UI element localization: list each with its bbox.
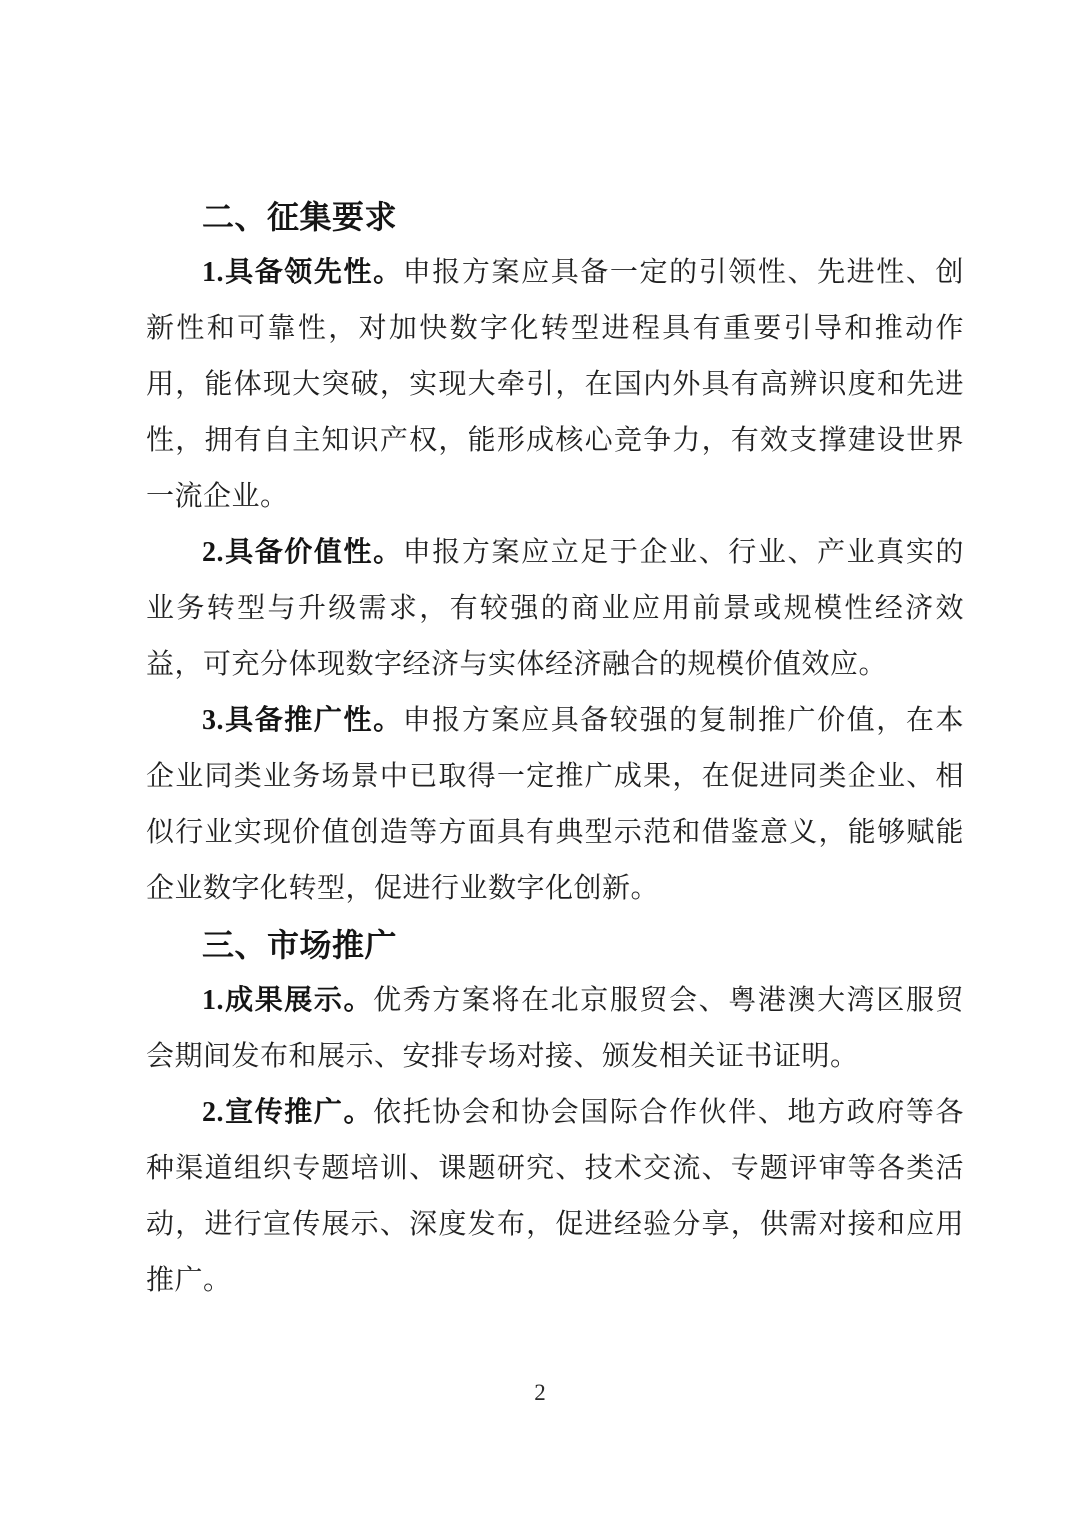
para-publicity xyxy=(146,1085,964,1309)
para-leading xyxy=(146,245,964,525)
para-achievement-display xyxy=(146,973,964,1085)
page-number: 2 xyxy=(534,1380,546,1405)
page-content xyxy=(146,189,964,1309)
para-value-text: 申报方案应立足于企业、行业、产业真实的业务转型与升级需求，有较强的商业应用前景或规模性经济效益，可充分体现数字经济与实体经济融合的规模价值效应。 xyxy=(146,537,964,680)
para-achievement-display-label: 1.成果展示。 xyxy=(202,985,374,1016)
para-leading-text: 申报方案应具备一定的引领性、先进性、创新性和可靠性，对加快数字化转型进程具有重要引导和推动作用，能体现大突破，实现大牵引，在国内外具有高辨识度和先进性，拥有自主知识产权，能形成核心竞争力，有效支撑建设世界一流企业。 xyxy=(146,257,964,512)
para-achievement-display-text: 优秀方案将在北京服贸会、粤港澳大湾区服贸会期间发布和展示、安排专场对接、颁发相关证书证明。 xyxy=(146,985,964,1072)
para-value-label: 2.具备价值性。 xyxy=(202,537,403,568)
para-promotion-label: 3.具备推广性。 xyxy=(202,705,403,736)
para-promotion xyxy=(146,693,964,917)
para-leading-label: 1.具备领先性。 xyxy=(202,257,403,288)
heading-collection-requirements: 二、征集要求 xyxy=(202,199,398,235)
para-publicity-label: 2.宣传推广。 xyxy=(202,1097,374,1128)
heading-market-promotion: 三、市场推广 xyxy=(202,927,398,963)
para-publicity-text: 依托协会和协会国际合作伙伴、地方政府等各种渠道组织专题培训、课题研究、技术交流、专题评审等各类活动，进行宣传展示、深度发布，促进经验分享，供需对接和应用推广。 xyxy=(146,1097,964,1296)
para-value xyxy=(146,525,964,693)
para-promotion-text: 申报方案应具备较强的复制推广价值，在本企业同类业务场景中已取得一定推广成果，在促进同类企业、相似行业实现价值创造等方面具有典型示范和借鉴意义，能够赋能企业数字化转型，促进行业数字化创新。 xyxy=(146,705,964,904)
